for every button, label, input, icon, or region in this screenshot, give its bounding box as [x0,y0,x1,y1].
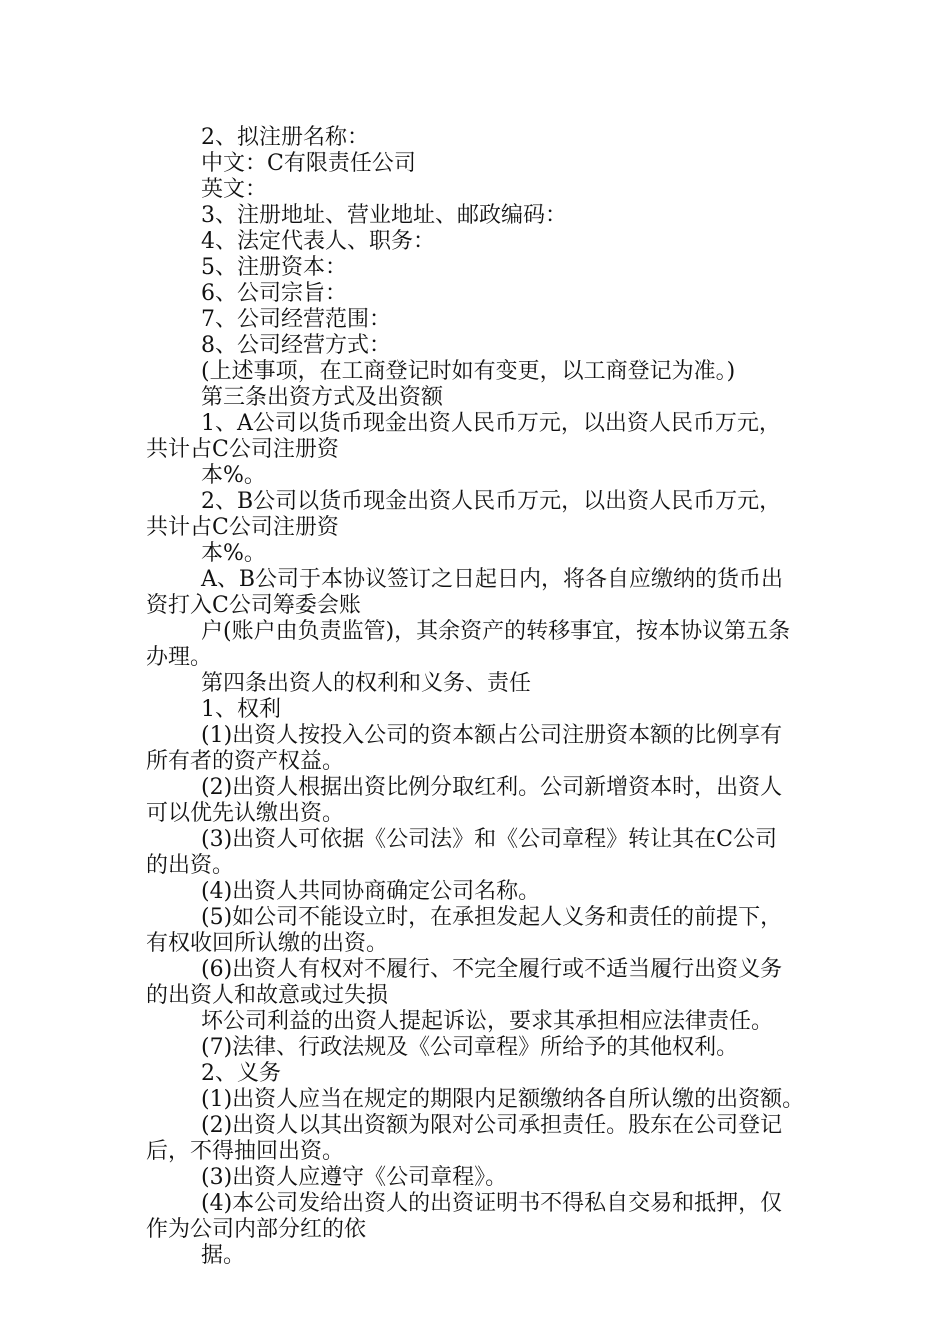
text-line: A、B公司于本协议签订之日起日内，将各自应缴纳的货币出 [201,567,784,592]
section-heading: 第三条出资方式及出资额 [201,385,444,410]
text-line: 所有者的资产权益。 [146,749,345,774]
text-line: 2、拟注册名称： [201,125,369,150]
text-line: 的出资人和故意或过失损 [146,983,389,1008]
text-line: 本%。 [201,463,266,488]
text-line: (7)法律、行政法规及《公司章程》所给予的其他权利。 [201,1035,739,1060]
text-line: 4、法定代表人、职务： [201,229,435,254]
text-line: 坏公司利益的出资人提起诉讼，要求其承担相应法律责任。 [201,1009,774,1034]
text-line: 7、公司经营范围： [201,307,391,332]
text-line: 5、注册资本： [201,255,347,280]
text-line: 共计占C公司注册资 [146,437,339,462]
text-line: 据。 [201,1243,246,1268]
text-line: 8、公司经营方式： [201,333,391,358]
text-line: (上述事项，在工商登记时如有变更，以工商登记为准。) [201,359,736,384]
text-line: 后，不得抽回出资。 [146,1139,345,1164]
text-line: (1)出资人按投入公司的资本额占公司注册资本额的比例享有 [201,723,783,748]
text-line: 资打入C公司筹委会账 [146,593,361,618]
text-line: 英文： [201,177,268,202]
text-line: (3)出资人应遵守《公司章程》。 [201,1165,508,1190]
section-heading: 第四条出资人的权利和义务、责任 [201,671,532,696]
text-line: 户(账户由负责监管)，其余资产的转移事宜，按本协议第五条 [201,619,791,644]
text-line: (1)出资人应当在规定的期限内足额缴纳各自所认缴的出资额。 [201,1087,805,1112]
text-line: 本%。 [201,541,266,566]
text-line: 作为公司内部分红的依 [146,1217,367,1242]
text-line: 的出资。 [146,853,235,878]
text-line: 可以优先认缴出资。 [146,801,345,826]
text-line: (4)本公司发给出资人的出资证明书不得私自交易和抵押，仅 [201,1191,783,1216]
text-line: (3)出资人可依据《公司法》和《公司章程》转让其在C公司 [201,827,777,852]
text-line: 3、注册地址、营业地址、邮政编码： [201,203,567,228]
text-line: (6)出资人有权对不履行、不完全履行或不适当履行出资义务 [201,957,783,982]
text-line: 1、权利 [201,697,281,722]
text-line: 6、公司宗旨： [201,281,347,306]
text-line: (4)出资人共同协商确定公司名称。 [201,879,541,904]
text-line: (2)出资人以其出资额为限对公司承担责任。股东在公司登记 [201,1113,783,1138]
text-line: (2)出资人根据出资比例分取红利。公司新增资本时，出资人 [201,775,783,800]
text-line: (5)如公司不能设立时，在承担发起人义务和责任的前提下， [201,905,783,930]
text-line: 1、A公司以货币现金出资人民币万元，以出资人民币万元， [201,411,781,436]
text-line: 有权收回所认缴的出资。 [146,931,389,956]
text-line: 共计占C公司注册资 [146,515,339,540]
text-line: 2、B公司以货币现金出资人民币万元，以出资人民币万元， [201,489,782,514]
text-line: 办理。 [146,645,213,670]
text-line: 中文：C有限责任公司 [201,151,416,176]
text-line: 2、义务 [201,1061,281,1086]
